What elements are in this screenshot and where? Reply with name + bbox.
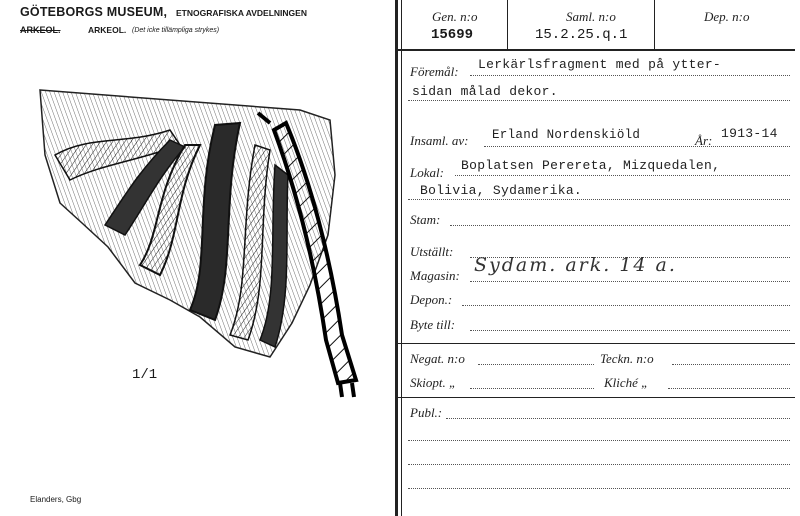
printer-credit: Elanders, Gbg <box>30 495 82 504</box>
ar-value: 1913-14 <box>721 126 778 141</box>
dotted-rule <box>450 225 790 226</box>
dotted-rule <box>470 281 790 282</box>
dotted-rule <box>455 175 790 176</box>
utstallt-label: Utställt: <box>410 244 454 259</box>
profile-dash <box>352 383 354 397</box>
ar-label: År: <box>695 133 713 148</box>
dotted-rule <box>672 364 790 365</box>
struck-word: ARKEOL. <box>20 25 61 35</box>
dotted-rule <box>470 388 594 389</box>
department-name: ETNOGRAFISKA AVDELNINGEN <box>176 8 307 18</box>
kliche-label: Kliché „ <box>604 375 649 390</box>
arkeol-label: ARKEOL. <box>88 25 127 35</box>
column-divider <box>507 0 508 50</box>
column-divider <box>654 0 655 50</box>
dotted-rule <box>408 199 790 200</box>
publ-label: Publ.: <box>410 405 443 420</box>
saml-number-value: 15.2.25.q.1 <box>535 27 628 43</box>
stam-label: Stam: <box>410 212 441 227</box>
saml-number-label: Saml. n:o <box>566 9 616 24</box>
museum-name: GÖTEBORGS MUSEUM, <box>20 5 168 19</box>
dotted-rule <box>470 330 790 331</box>
dotted-rule <box>462 305 790 306</box>
profile-dash <box>340 383 342 397</box>
lokal-label: Lokal: <box>410 165 444 180</box>
depon-label: Depon.: <box>410 292 453 307</box>
magasin-label: Magasin: <box>410 268 460 283</box>
gen-number-label: Gen. n:o <box>432 9 478 24</box>
dotted-rule <box>478 364 594 365</box>
scale-label: 1/1 <box>132 367 158 383</box>
dotted-rule <box>470 75 790 76</box>
dotted-rule <box>668 388 790 389</box>
card-margin-line <box>401 0 402 516</box>
dotted-rule <box>446 418 790 419</box>
pottery-sherd-drawing <box>30 85 370 415</box>
dotted-rule <box>484 146 790 147</box>
foremal-line2: sidan målad dekor. <box>412 84 558 99</box>
foremal-label: Föremål: <box>410 64 459 79</box>
skiopt-label: Skiopt. „ <box>410 375 457 390</box>
lokal-line1: Boplatsen Perereta, Mizquedalen, <box>461 158 721 173</box>
dep-number-label: Dep. n:o <box>704 9 750 24</box>
byte-label: Byte till: <box>410 317 456 332</box>
insaml-value: Erland Nordenskiöld <box>492 128 641 142</box>
card-margin-line <box>395 0 398 516</box>
section-rule <box>398 343 795 344</box>
lokal-line2: Bolivia, Sydamerika. <box>420 183 583 198</box>
insaml-label: Insaml. av: <box>410 133 469 148</box>
section-rule <box>398 397 795 398</box>
dotted-rule <box>408 464 790 465</box>
magasin-value: Sydam. ark. 14 a. <box>474 254 677 276</box>
gen-number-value: 15699 <box>431 27 474 43</box>
header-rule <box>398 49 795 51</box>
dotted-rule <box>408 488 790 489</box>
teckn-label: Teckn. n:o <box>600 351 654 366</box>
foremal-line1: Lerkärlsfragment med på ytter- <box>478 57 722 72</box>
dotted-rule <box>408 100 790 101</box>
dotted-rule <box>408 440 790 441</box>
negat-label: Negat. n:o <box>410 351 465 366</box>
strike-note: (Det icke tillämpliga strykes) <box>132 27 220 34</box>
